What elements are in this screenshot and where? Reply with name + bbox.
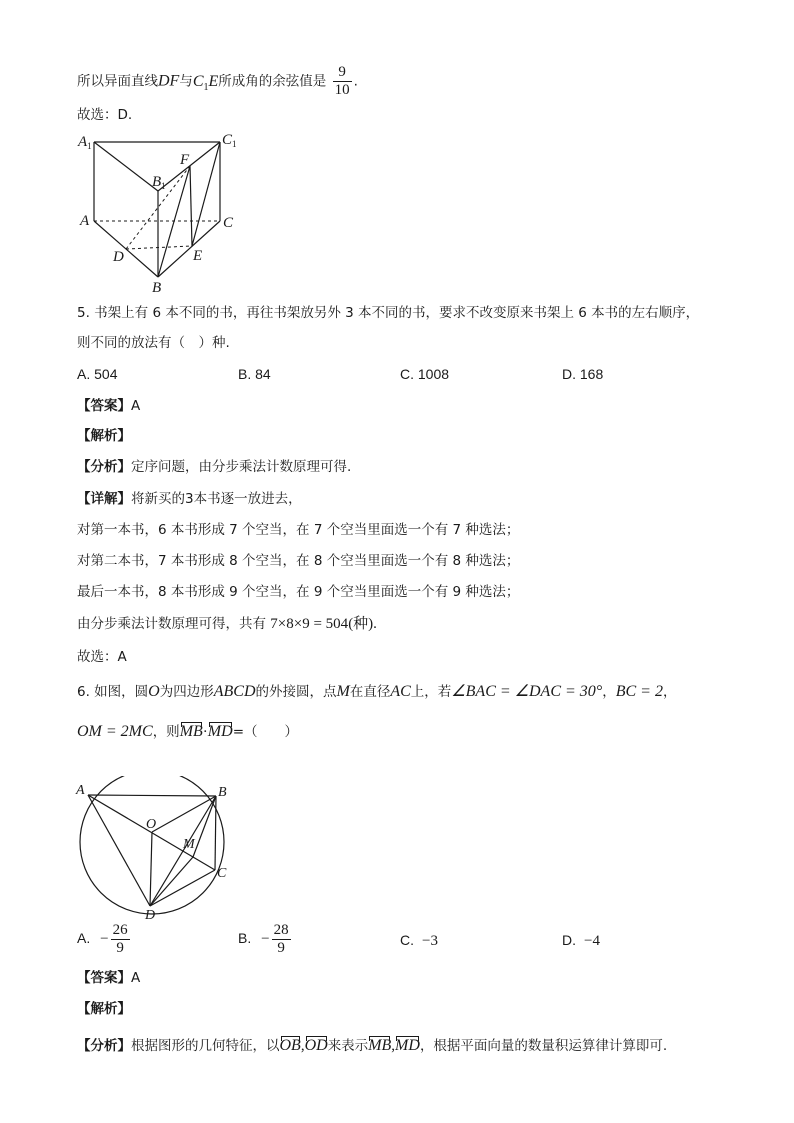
line-c1e: $C_1E$ <box>192 72 219 93</box>
prism-figure <box>72 126 252 296</box>
label-b: B <box>218 785 227 800</box>
q5-stem-line2: 则不同的放法有（ ）种. <box>77 335 230 351</box>
q6-option-c: C. −3 <box>400 932 438 949</box>
q6-stem-line1: 6. 如图，圆O为四边形ABCD的外接圆，点M在直径AC上，若∠BAC = ∠DAC = 30°，BC = 2， <box>77 683 677 700</box>
label-a: A <box>76 783 85 798</box>
q5-option-b: B. 84 <box>238 366 271 382</box>
vector-md2: MD <box>395 1037 420 1054</box>
vector-md: MD <box>207 723 233 740</box>
label-c: C <box>217 866 227 881</box>
label-d: D <box>145 908 156 922</box>
label-b1: $B_1$ <box>152 174 166 191</box>
prev-answer: 故选：D. <box>77 107 133 123</box>
q6-fenxi: 【分析】根据图形的几何特征，以OB,OD来表示MB,MD，根据平面向量的数量积运算律计算即可. <box>77 1037 668 1054</box>
q6-stem-line2: OM = 2MC，则MB·MD=（ ） <box>77 723 298 740</box>
vector-mb2: MB <box>368 1037 392 1054</box>
cosine-fraction: $\frac{9}{10}$ <box>334 64 350 98</box>
label-e: E <box>193 248 203 264</box>
q5-option-d: D. 168 <box>562 366 604 382</box>
q5-stem-line1: 5. 书架上有 6 本不同的书，再往书架放另外 3 本不同的书，要求不改变原来书架上 6 本书的左右顺序， <box>77 305 700 321</box>
label-c1: $C_1$ <box>222 132 237 149</box>
q5-option-c: C. 1008 <box>400 366 450 382</box>
label-b: B <box>152 280 162 296</box>
label-a: A <box>80 213 90 229</box>
vector-mb: MB <box>179 723 203 740</box>
q6-option-d: D. −4 <box>562 932 600 949</box>
q5-detail: 【详解】将新买的3本书逐一放进去， <box>77 491 302 507</box>
q5-option-a: A. 504 <box>77 366 118 382</box>
q6-analysis-tag: 【解析】 <box>77 1001 131 1017</box>
vector-ob: OB <box>279 1037 301 1054</box>
q5-conclusion: 故选：A <box>77 649 127 665</box>
label-f: F <box>180 152 190 168</box>
q5-fenxi: 【分析】定序问题，由分步乘法计数原理可得. <box>77 459 352 475</box>
q5-answer: 【答案】A <box>77 398 141 414</box>
label-c: C <box>223 215 234 231</box>
q6-option-b: B. − $\frac{28}{9}$ <box>238 922 289 956</box>
vector-od: OD <box>304 1037 328 1054</box>
q6-answer: 【答案】A <box>77 970 141 986</box>
q5-total: 由分步乘法计数原理可得，共有 7×8×9 = 504(种). <box>77 616 377 632</box>
cosine-conclusion: 所以异面直线DF与$C_1E$所成角的余弦值是 $\frac{9}{10}$ . <box>77 64 358 98</box>
label-m: M <box>183 837 195 852</box>
label-a1: $A_1$ <box>78 134 92 151</box>
label-o: O <box>146 817 157 832</box>
circle-figure <box>72 776 242 922</box>
line-df: DF <box>158 72 180 90</box>
label-d: D <box>113 249 124 265</box>
q5-step-3: 最后一本书，8 本书形成 9 个空当，在 9 个空当里面选一个有 9 种选法； <box>77 584 520 600</box>
q6-option-a: A. − $\frac{26}{9}$ <box>77 922 128 956</box>
q5-analysis-tag: 【解析】 <box>77 428 131 444</box>
q5-step-2: 对第二本书，7 本书形成 8 个空当，在 8 个空当里面选一个有 8 种选法； <box>77 553 520 569</box>
q5-step-1: 对第一本书，6 本书形成 7 个空当，在 7 个空当里面选一个有 7 种选法； <box>77 522 520 538</box>
